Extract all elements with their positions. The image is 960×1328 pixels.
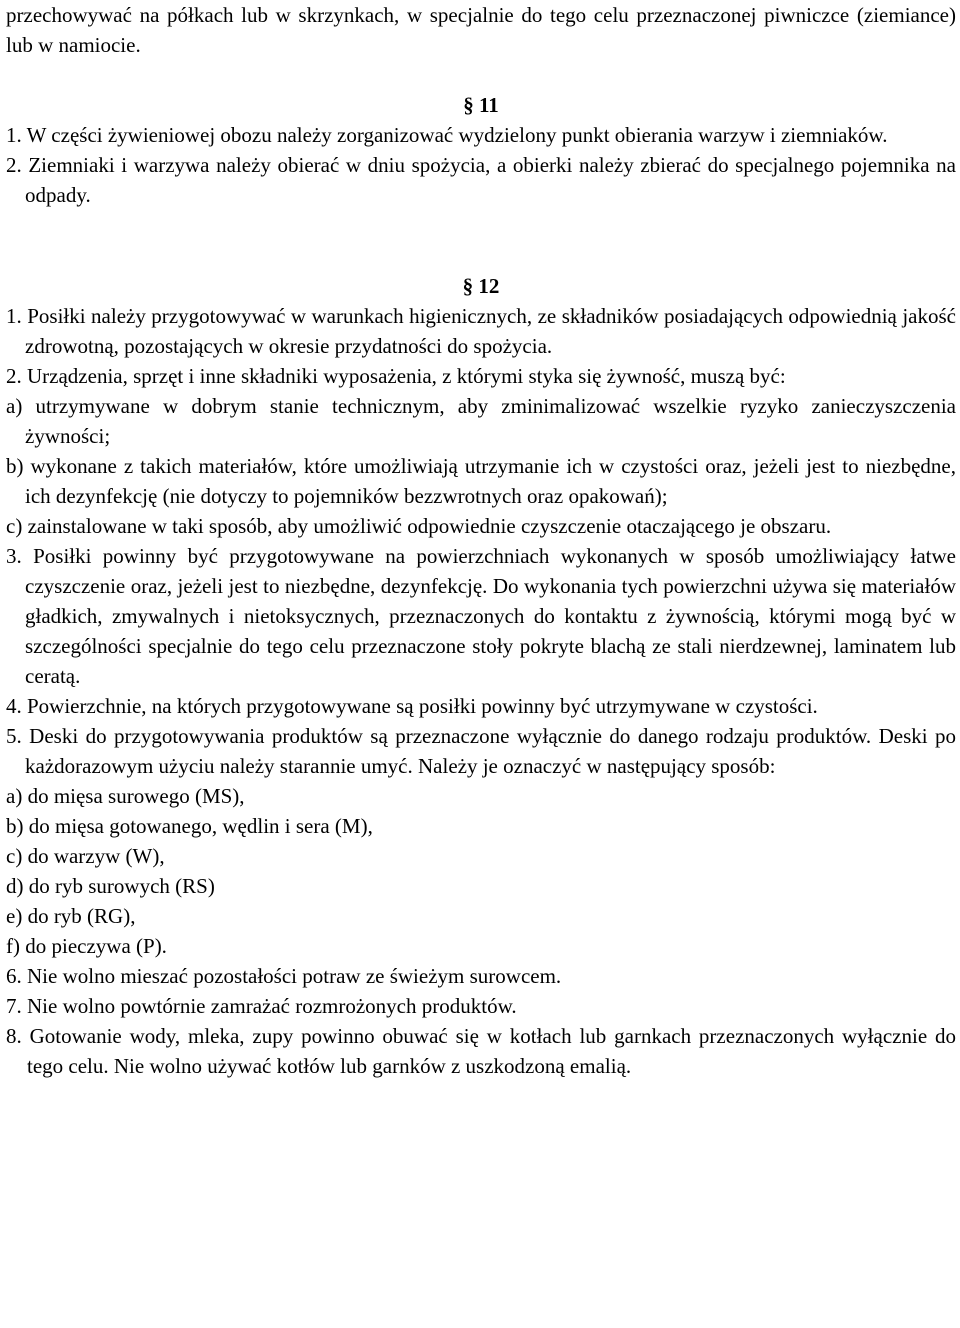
section-12-item-2c: c) zainstalowane w taki sposób, aby umożliwić odpowiednie czyszczenie otaczającego je obszaru. (6, 514, 832, 538)
section-12-item-1: 1. Posiłki należy przygotowywać w warunkach higienicznych, ze składników posiadających odpowiednią jakość zdrowotną, pozostających w okresie przydatności do spożycia. (6, 304, 956, 358)
section-12-body (6, 301, 956, 1081)
section-12-item-7: 7. Nie wolno powtórnie zamrażać rozmrożonych produktów. (6, 994, 517, 1018)
section-12-heading: § 12 (462, 274, 500, 298)
section-12-item-2b: b) wykonane z takich materiałów, które umożliwiają utrzymanie ich w czystości oraz, jeżeli jest to niezbędne, ich dezynfekcję (nie dotyczy to pojemników bezzwrotnych oraz opakowań); (6, 454, 956, 508)
section-12-item-8: 8. Gotowanie wody, mleka, zupy powinno obuwać się w kotłach lub garnkach przeznaczonych wyłącznie do tego celu. Nie wolno używać kotłów lub garnków z uszkodzoną emalią. (6, 1024, 956, 1078)
section-12-item-5e: e) do ryb (RG), (6, 904, 136, 928)
section-12-item-2a: a) utrzymywane w dobrym stanie technicznym, aby zminimalizować wszelkie ryzyko zanieczyszczenia żywności; (6, 394, 956, 448)
section-12-item-5b: b) do mięsa gotowanego, wędlin i sera (M), (6, 814, 373, 838)
section-12-item-5d: d) do ryb surowych (RS) (6, 874, 215, 898)
section-12-item-2: 2. Urządzenia, sprzęt i inne składniki wyposażenia, z którymi styka się żywność, muszą być: (6, 364, 786, 388)
section-11-item-2: 2. Ziemniaki i warzywa należy obierać w dniu spożycia, a obierki należy zbierać do specjalnego pojemnika na odpady. (6, 153, 956, 207)
section-12-item-5a: a) do mięsa surowego (MS), (6, 784, 245, 808)
section-11-heading: § 11 (463, 93, 499, 117)
section-12-item-5f: f) do pieczywa (P). (6, 934, 167, 958)
continuation-paragraph: przechowywać na półkach lub w skrzynkach, w specjalnie do tego celu przeznaczonej piwniczce (ziemiance) lub w namiocie. (6, 3, 956, 57)
section-12-item-5: 5. Deski do przygotowywania produktów są przeznaczone wyłącznie do danego rodzaju produktów. Deski po każdorazowym użyciu należy starannie umyć. Należy je oznaczyć w następujący sposób: (6, 724, 956, 778)
section-11-item-1: 1. W części żywieniowej obozu należy zorganizować wydzielony punkt obierania warzyw i ziemniaków. (6, 123, 888, 147)
section-12-item-6: 6. Nie wolno mieszać pozostałości potraw ze świeżym surowcem. (6, 964, 562, 988)
section-12-item-4: 4. Powierzchnie, na których przygotowywane są posiłki powinny być utrzymywane w czystości. (6, 694, 818, 718)
section-12-item-5c: c) do warzyw (W), (6, 844, 165, 868)
section-12-item-3: 3. Posiłki powinny być przygotowywane na powierzchniach wykonanych w sposób umożliwiający łatwe czyszczenie oraz, jeżeli jest to niezbędne, dezynfekcję. Do wykonania tych powierzchni używa się materiałów gładkich, zmywalnych i nietoksycznych, przeznaczonych do kontaktu z żywnością, którymi mogą być w szczególności specjalnie do tego celu przeznaczone stoły pokryte blachą ze stali nierdzewnej, laminatem lub ceratą. (6, 544, 956, 688)
section-11-body (6, 120, 956, 210)
